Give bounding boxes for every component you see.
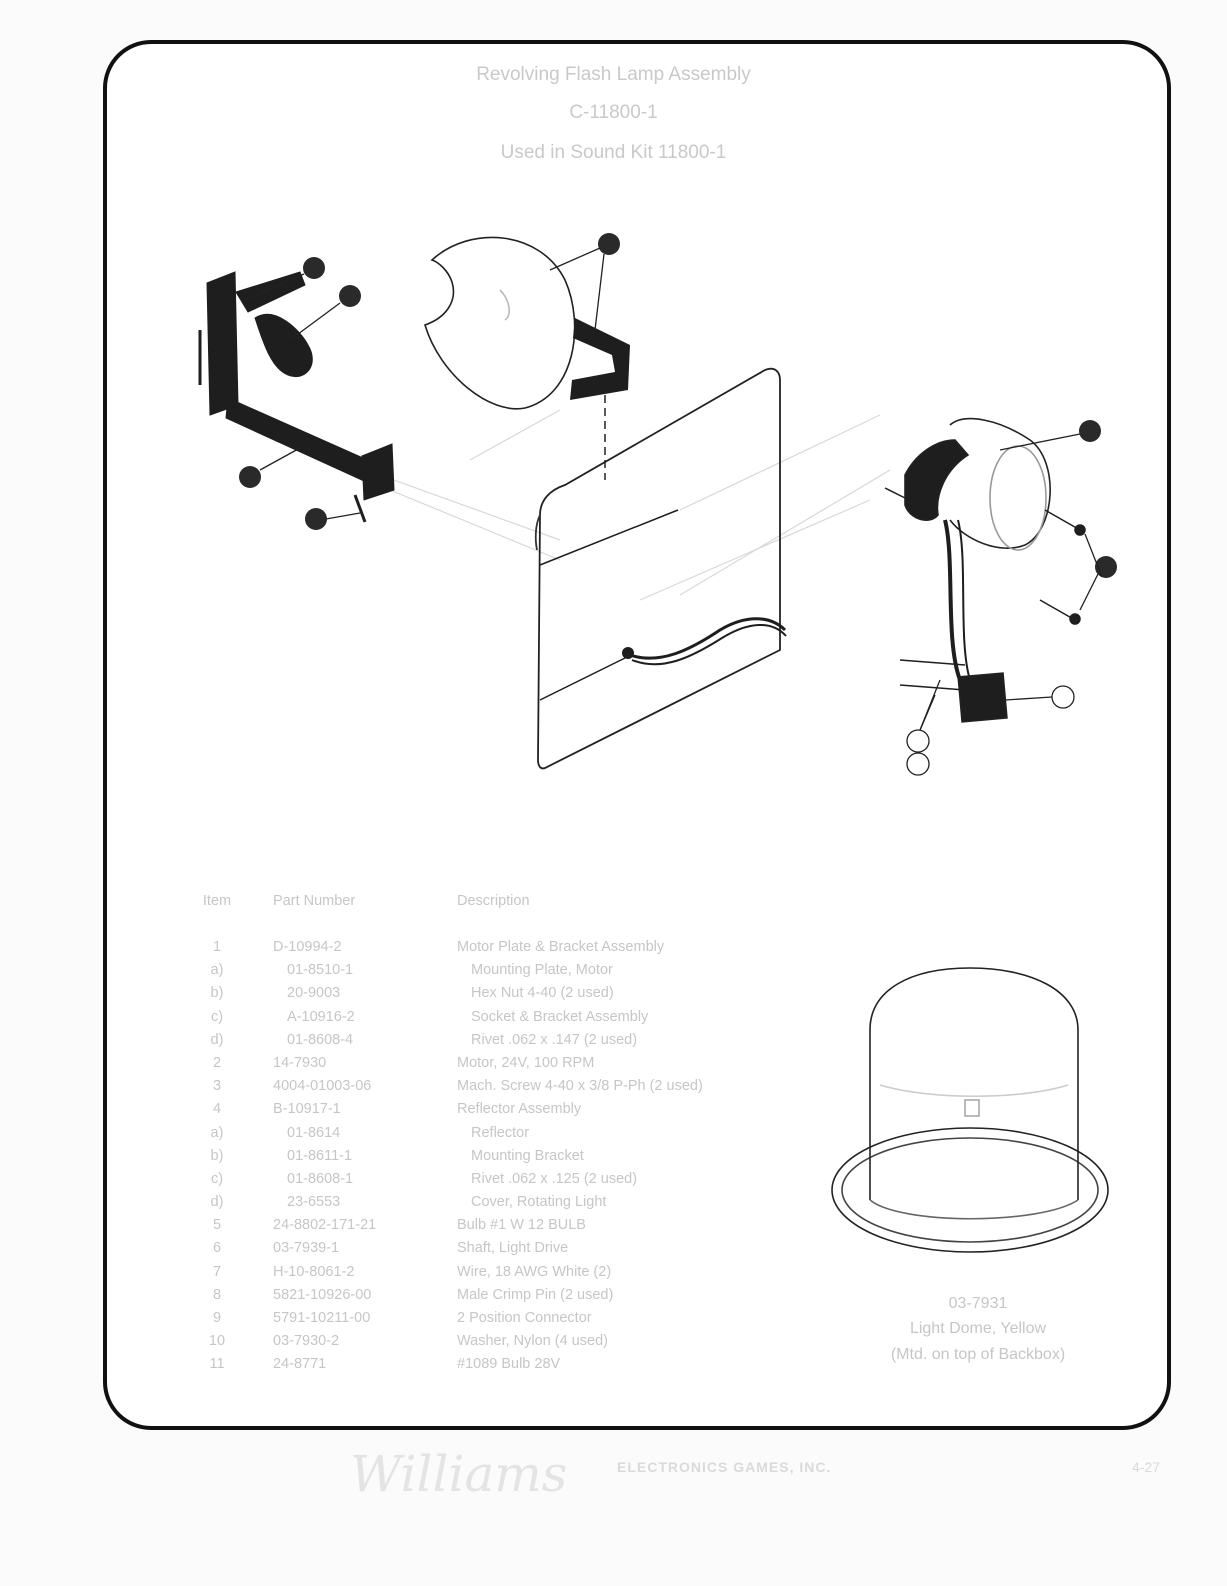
part-item: c) — [210, 1170, 224, 1187]
part-number: 5791-10211-00 — [273, 1310, 371, 1326]
part-number: 5821-10926-00 — [273, 1286, 372, 1303]
drawing-title: Revolving Flash Lamp Assembly — [476, 64, 751, 85]
motor-plate-bracket — [200, 272, 394, 522]
company-name: ELECTRONICS GAMES, INC. — [617, 1459, 832, 1475]
part-item: b) — [210, 985, 224, 1002]
part-description: Shaft, Light Drive — [457, 1240, 569, 1257]
part-description: Reflector — [471, 1124, 530, 1141]
part-item: a) — [210, 962, 224, 979]
col-header-description: Description — [457, 893, 530, 909]
williams-logo: Williams — [350, 1445, 568, 1503]
part-item: b) — [210, 1147, 224, 1164]
part-description: Male Crimp Pin (2 used) — [457, 1286, 614, 1303]
part-item: 6 — [212, 1240, 222, 1257]
part-description: Mounting Plate, Motor — [471, 962, 613, 979]
part-description: Bulb #1 W 12 BULB — [457, 1217, 586, 1234]
motor-assembly — [905, 419, 1050, 722]
dome-part-number: 03-7931 — [948, 1295, 1008, 1312]
part-item: 8 — [212, 1286, 222, 1303]
part-number: 4004-01003-06 — [273, 1078, 372, 1095]
part-number: 01-8608-4 — [287, 1031, 354, 1048]
col-header-part-number: Part Number — [273, 893, 356, 909]
part-description: Motor, 24V, 100 RPM — [457, 1054, 595, 1071]
part-number: 03-7930-2 — [273, 1333, 340, 1350]
part-description: Washer, Nylon (4 used) — [457, 1333, 608, 1350]
part-description: Cover, Rotating Light — [471, 1194, 607, 1211]
part-item: c) — [210, 1008, 224, 1025]
col-header-item: Item — [202, 893, 232, 909]
part-number: 03-7939-1 — [273, 1240, 340, 1257]
part-number: 20-9003 — [287, 985, 341, 1002]
part-description: Socket & Bracket Assembly — [471, 1008, 649, 1025]
part-item: 10 — [208, 1333, 226, 1350]
part-description: Hex Nut 4-40 (2 used) — [471, 985, 614, 1002]
part-item: 2 — [212, 1054, 222, 1071]
light-dome-drawing — [828, 960, 1113, 1260]
part-description: Motor Plate & Bracket Assembly — [457, 939, 665, 955]
part-description: #1089 Bulb 28V — [457, 1356, 561, 1373]
reflector — [425, 237, 575, 408]
reflector-bracket — [570, 318, 630, 400]
part-item: d) — [210, 1031, 224, 1048]
plate-wires — [630, 619, 786, 665]
part-item: 1 — [212, 939, 222, 955]
part-number: 01-8614 — [287, 1124, 341, 1141]
part-description: Reflector Assembly — [457, 1101, 582, 1118]
exploded-view-diagram — [150, 200, 1150, 800]
usage-note: Used in Sound Kit 11800-1 — [500, 142, 727, 163]
part-number: 01-8611-1 — [287, 1147, 353, 1164]
part-number: D-10994-2 — [273, 939, 342, 955]
part-description: Rivet .062 x .147 (2 used) — [471, 1031, 638, 1048]
leader-lines — [380, 410, 890, 600]
dome-name: Light Dome, Yellow — [909, 1320, 1047, 1337]
part-item: 9 — [212, 1310, 222, 1326]
part-number: 01-8510-1 — [287, 962, 354, 979]
assembly-number: C-11800-1 — [569, 102, 658, 123]
part-description: Mach. Screw 4-40 x 3/8 P-Ph (2 used) — [457, 1078, 703, 1095]
part-item: d) — [210, 1194, 224, 1211]
part-number: 14-7930 — [273, 1054, 327, 1071]
motor-plate — [536, 369, 780, 769]
plate-grommet — [622, 647, 634, 659]
part-item: 11 — [209, 1356, 225, 1373]
dome-mount-note: (Mtd. on top of Backbox) — [890, 1346, 1066, 1363]
part-description: 2 Position Connector — [457, 1310, 592, 1326]
part-item: a) — [210, 1124, 224, 1141]
motor-screws — [885, 488, 1085, 690]
part-number: A-10916-2 — [287, 1008, 355, 1025]
part-number: 01-8608-1 — [287, 1170, 354, 1187]
part-item: 4 — [212, 1101, 222, 1118]
part-description: Wire, 18 AWG White (2) — [457, 1263, 612, 1280]
part-number: H-10-8061-2 — [273, 1263, 355, 1280]
part-number: 23-6553 — [287, 1194, 341, 1211]
part-item: 5 — [212, 1217, 222, 1234]
part-number: 24-8771 — [273, 1356, 327, 1373]
part-number: 24-8802-171-21 — [273, 1217, 377, 1234]
part-description: Mounting Bracket — [471, 1147, 584, 1164]
callout-balls — [239, 233, 1117, 578]
part-item: 7 — [212, 1263, 222, 1280]
part-number: B-10917-1 — [273, 1101, 341, 1118]
part-description: Rivet .062 x .125 (2 used) — [471, 1170, 638, 1187]
page-number: 4-27 — [1132, 1459, 1161, 1475]
part-item: 3 — [212, 1078, 222, 1095]
